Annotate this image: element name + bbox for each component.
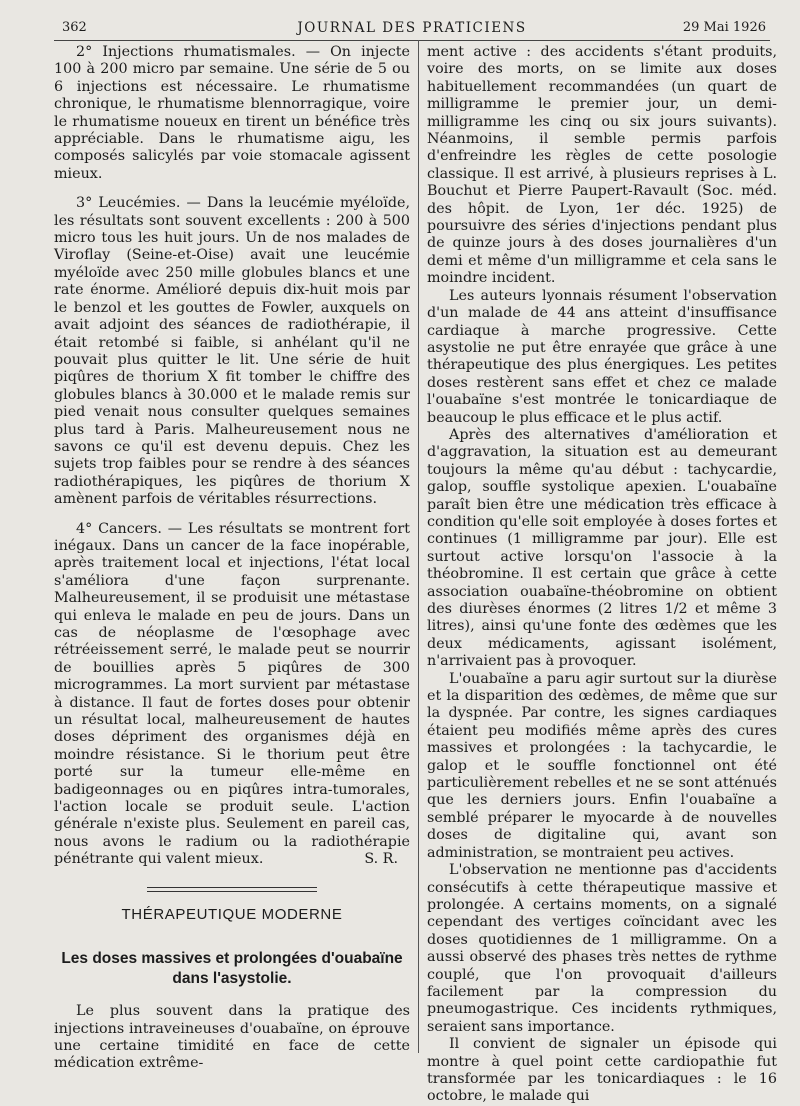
paragraph-cancer [54, 521, 410, 869]
header-rule [54, 40, 770, 41]
right-column [427, 44, 777, 1106]
article-title: Les doses massives et prolongées d'ouabaïne dans l'asystolie. [54, 949, 410, 989]
paragraph-ouabain-intro: Le plus souvent dans la pratique des injections intraveineuses d'ouabaïne, on éprouve une certaine timidité en face de cette médication extrême- [54, 1003, 410, 1073]
paragraph-leukemia: 3° Leucémies. — Dans la leucémie myéloïde, les résultats sont souvent excellents : 200 à 500 micro tous les huit jours. Un de nos malades de Viroflay (Seine-et-Oise) avait une leucémie myéloïde avec 250 mille globules blancs et une rate énorme. Amélioré depuis dix-huit mois par le benzol et les gouttes de Fowler, auxquels on avait adjoint des séances de radiothérapie, il était retombé si faible, si anhélant qu'il ne pouvait plus quitter le lit. Une série de huit piqûres de thorium X fit tomber le chiffre des globules blancs à 30.000 et le malade remis sur pied venait nous consulter quelques semaines plus tard à Paris. Malheureusement nous ne savons ce qu'il est devenu depuis. Chez les sujets trop faibles pour se rendre à des séances radiothérapiques, les piqûres de thorium X amènent parfois de véritables résurrections. [54, 195, 410, 508]
author-signature: S. R. [342, 851, 398, 868]
paragraph-accidents: L'observation ne mentionne pas d'accidents consécutifs à cette thérapeutique massive et prolongée. A certains moments, on a signalé cependant des vertiges coïncidant avec les doses quotidiennes de 1 milligramme. On a aussi observé des phases très nettes de rythme couplé, que l'on provoquait d'ailleurs facilement par la compression du pneumogastrique. Ces incidents rythmiques, seraient sans importance. [427, 862, 777, 1036]
paragraph-evolution: Après des alternatives d'amélioration et d'aggravation, la situation est au demeurant toujours la même qu'au début : tachycardie, galop, souffle systolique apexien. L'ouabaïne paraît bien être une médication très efficace à condition qu'elle soit employée à doses fortes et continues (1 milligramme par jour). Elle est surtout active lorsqu'on l'associe à la théobromine. Il est certain que grâce à cette association ouabaïne-théobromine on obtient des diurèses énormes (2 litres 1/2 et même 3 litres), ainsi qu'une fonte des œdèmes que les deux médicaments, agissant isolément, n'arrivaient pas à provoquer. [427, 427, 777, 671]
page-number: 362 [62, 20, 87, 35]
section-separator [147, 887, 317, 892]
running-header [54, 14, 770, 36]
section-heading: THÉRAPEUTIQUE MODERNE [54, 906, 410, 923]
paragraph-rheumatism: 2° Injections rhumatismales. — On injecte 100 à 200 micro par semaine. Une série de 5 ou 6 injections est nécessaire. Le rhumatisme chronique, le rhumatisme blennorragique, voire le rhumatisme noueux en tirent un bénéfice très appréciable. Dans le rhumatisme aigu, les composés salicylés par voie stomacale agissent mieux. [54, 44, 410, 183]
paragraph-cancer-text: 4° Cancers. — Les résultats se montrent fort inégaux. Dans un cancer de la face inopérable, après traitement local et injections, l'état local s'améliora d'une façon surprenante. Malheureusement, il se produisit une métastase qui enleva le malade en peu de jours. Dans un cas de néoplasme de l'œsophage avec rétréeissement serré, le malade peut se nourrir de bouillies après 5 piqûres de 300 microgrammes. La mort survient par métastase à distance. Il faut de fortes doses pour obtenir un résultat local, malheureusement de hautes doses dépriment des organismes déjà en moindre résistance. Si le thorium peut être porté sur la tumeur elle-même en badigeonnages ou en piqûres intra-tumorales, l'action locale se produit seule. L'action générale n'existe plus. Seulement en pareil cas, nous avons le radium ou la radiothérapie pénétrante qui valent mieux. [54, 521, 410, 868]
column-divider [418, 40, 419, 1053]
issue-date: 29 Mai 1926 [683, 20, 766, 35]
paragraph-case-summary: Les auteurs lyonnais résument l'observation d'un malade de 44 ans atteint d'insuffisance cardiaque à marche progressive. Cette asystolie ne put être enrayée que grâce à une thérapeutique des plus énergiques. Les petites doses restèrent sans effet et chez ce malade l'ouabaïne s'est montrée le tonicardiaque de beaucoup le plus efficace et le plus actif. [427, 288, 777, 427]
paragraph-episode: Il convient de signaler un épisode qui montre à quel point cette cardiopathie fut transformée par les tonicardiaques : le 16 octobre, le malade qui [427, 1036, 777, 1106]
paragraph-continuation: ment active : des accidents s'étant produits, voire des morts, on se limite aux doses habituellement recommandées (un quart de milligramme le premier jour, un demi-milligramme les cinq ou six jours suivants). Néanmoins, il semble permis parfois d'enfreindre les règles de cette posologie classique. Il est arrivé, à plusieurs reprises à L. Bouchut et Pierre Paupert-Ravault (Soc. méd. des hôpit. de Lyon, 1er déc. 1925) de poursuivre des séries d'injections pendant plus de quinze jours à des doses journalières d'un demi et même d'un milligramme et cela sans le moindre incident. [427, 44, 777, 288]
journal-title: JOURNAL DES PRATICIENS [54, 20, 770, 36]
left-column [54, 44, 410, 1085]
paragraph-effects: L'ouabaïne a paru agir surtout sur la diurèse et la disparition des œdèmes, de même que sur la dyspnée. Par contre, les signes cardiaques étaient peu modifiés même après des cures massives et prolongées : la tachycardie, le galop et le souffle fonctionnel ont été particulièrement rebelles et ne se sont atténués que les derniers jours. Enfin l'ouabaïne a semblé préparer le myocarde à de nouvelles doses de digitaline qui, avant son administration, se montraient peu actives. [427, 671, 777, 862]
